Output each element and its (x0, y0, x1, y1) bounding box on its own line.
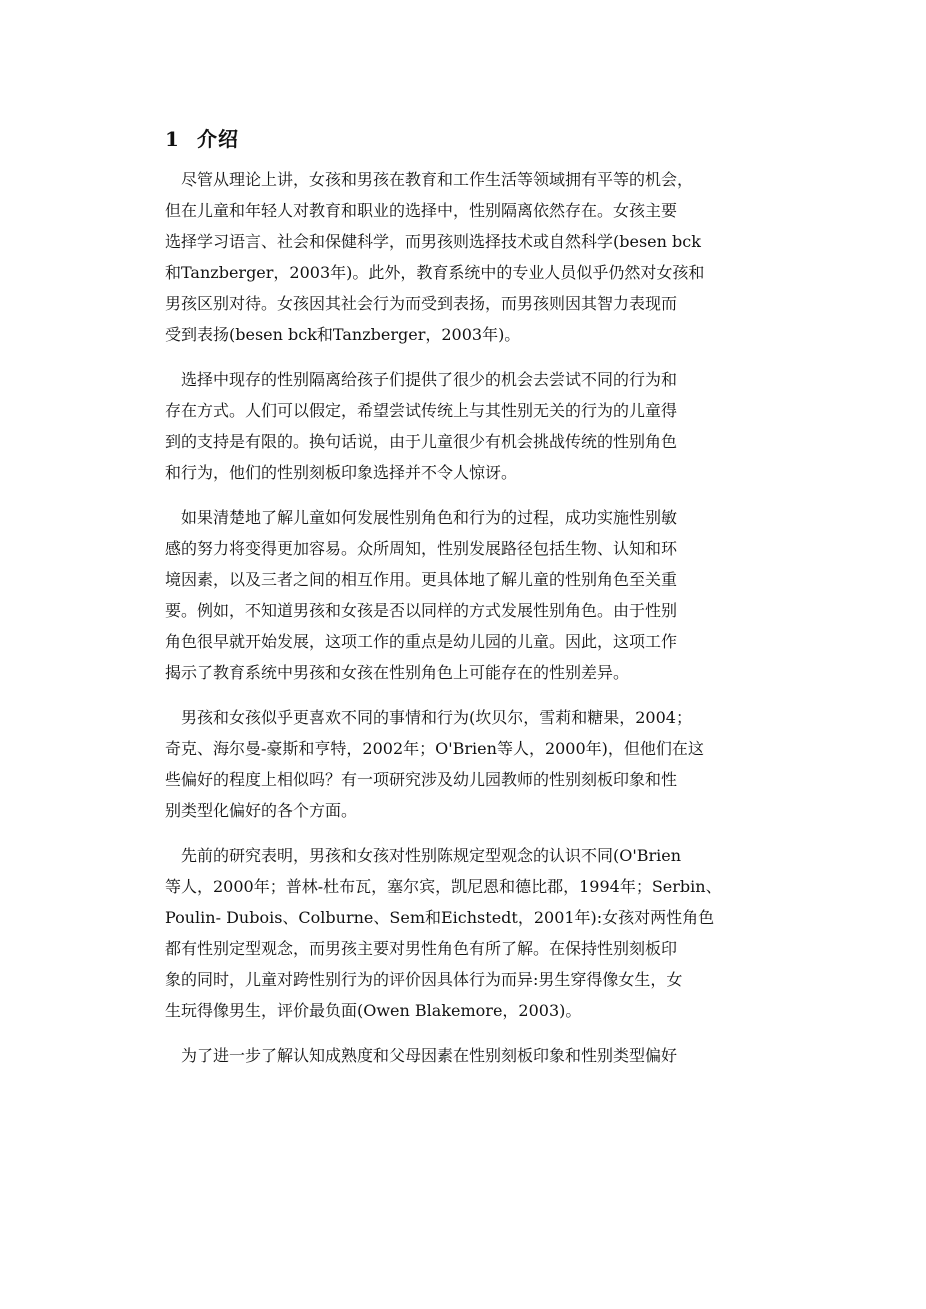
text-line: 等人，2000年；普林-杜布瓦，塞尔宾，凯尼恩和德比郡，1994年；Serbin、 (165, 877, 722, 896)
text-line: 选择学习语言、社会和保健科学，而男孩则选择技术或自然科学(besen bck (165, 232, 701, 251)
text-line: 为了进一步了解认知成熟度和父母因素在性别刻板印象和性别类型偏好 (165, 1046, 678, 1065)
text-line: 和行为，他们的性别刻板印象选择并不令人惊讶。 (165, 463, 518, 482)
text-line: 先前的研究表明，男孩和女孩对性别陈规定型观念的认识不同(O'Brien (165, 846, 682, 865)
text-line: 感的努力将变得更加容易。众所周知，性别发展路径包括生物、认知和环 (165, 539, 678, 558)
text-line: 角色很早就开始发展，这项工作的重点是幼儿园的儿童。因此，这项工作 (165, 632, 678, 651)
text-line: 到的支持是有限的。换句话说，由于儿童很少有机会挑战传统的性别角色 (165, 432, 678, 451)
text-line: 都有性别定型观念，而男孩主要对男性角色有所了解。在保持性别刻板印 (165, 939, 678, 958)
text-line: 象的同时，儿童对跨性别行为的评价因具体行为而异:男生穿得像女生，女 (165, 970, 683, 989)
text-line: 男孩和女孩似乎更喜欢不同的事情和行为(坎贝尔，雪莉和糖果，2004； (165, 708, 692, 727)
text-line: 尽管从理论上讲，女孩和男孩在教育和工作生活等领域拥有平等的机会， (165, 170, 694, 189)
text-line: 男孩区别对待。女孩因其社会行为而受到表扬，而男孩则因其智力表现而 (165, 294, 678, 313)
text-line: 要。例如，不知道男孩和女孩是否以同样的方式发展性别角色。由于性别 (165, 601, 678, 620)
paragraph-4 (165, 702, 765, 826)
text-line: 境因素，以及三者之间的相互作用。更具体地了解儿童的性别角色至关重 (165, 570, 678, 589)
paragraph-3 (165, 502, 765, 688)
paragraph-1 (165, 164, 765, 350)
paragraph-2 (165, 364, 765, 488)
body-text (165, 164, 765, 1085)
text-line: 别类型化偏好的各个方面。 (165, 801, 358, 820)
text-line: 存在方式。人们可以假定，希望尝试传统上与其性别无关的行为的儿童得 (165, 401, 678, 420)
section-number: 1 (165, 127, 180, 151)
text-line: 如果清楚地了解儿童如何发展性别角色和行为的过程，成功实施性别敏 (165, 508, 678, 527)
text-line: 选择中现存的性别隔离给孩子们提供了很少的机会去尝试不同的行为和 (165, 370, 678, 389)
text-line: 揭示了教育系统中男孩和女孩在性别角色上可能存在的性别差异。 (165, 663, 630, 682)
text-line: 生玩得像男生，评价最负面(Owen Blakemore，2003)。 (165, 1001, 582, 1020)
text-line: 奇克、海尔曼-豪斯和亨特，2002年；O'Brien等人，2000年)，但他们在这 (165, 739, 704, 758)
text-line: 和Tanzberger，2003年)。此外，教育系统中的专业人员似乎仍然对女孩和 (165, 263, 705, 282)
paragraph-6 (165, 1040, 765, 1071)
text-line: 些偏好的程度上相似吗？有一项研究涉及幼儿园教师的性别刻板印象和性 (165, 770, 678, 789)
section-title: 介绍 (197, 127, 239, 151)
section-heading (165, 123, 239, 152)
text-line: Poulin- Dubois、Colburne、Sem和Eichstedt，2001年):女孩对两性角色 (165, 908, 715, 927)
paragraph-5 (165, 840, 765, 1026)
text-line: 受到表扬(besen bck和Tanzberger，2003年)。 (165, 325, 521, 344)
text-line: 但在儿童和年轻人对教育和职业的选择中，性别隔离依然存在。女孩主要 (165, 201, 678, 220)
